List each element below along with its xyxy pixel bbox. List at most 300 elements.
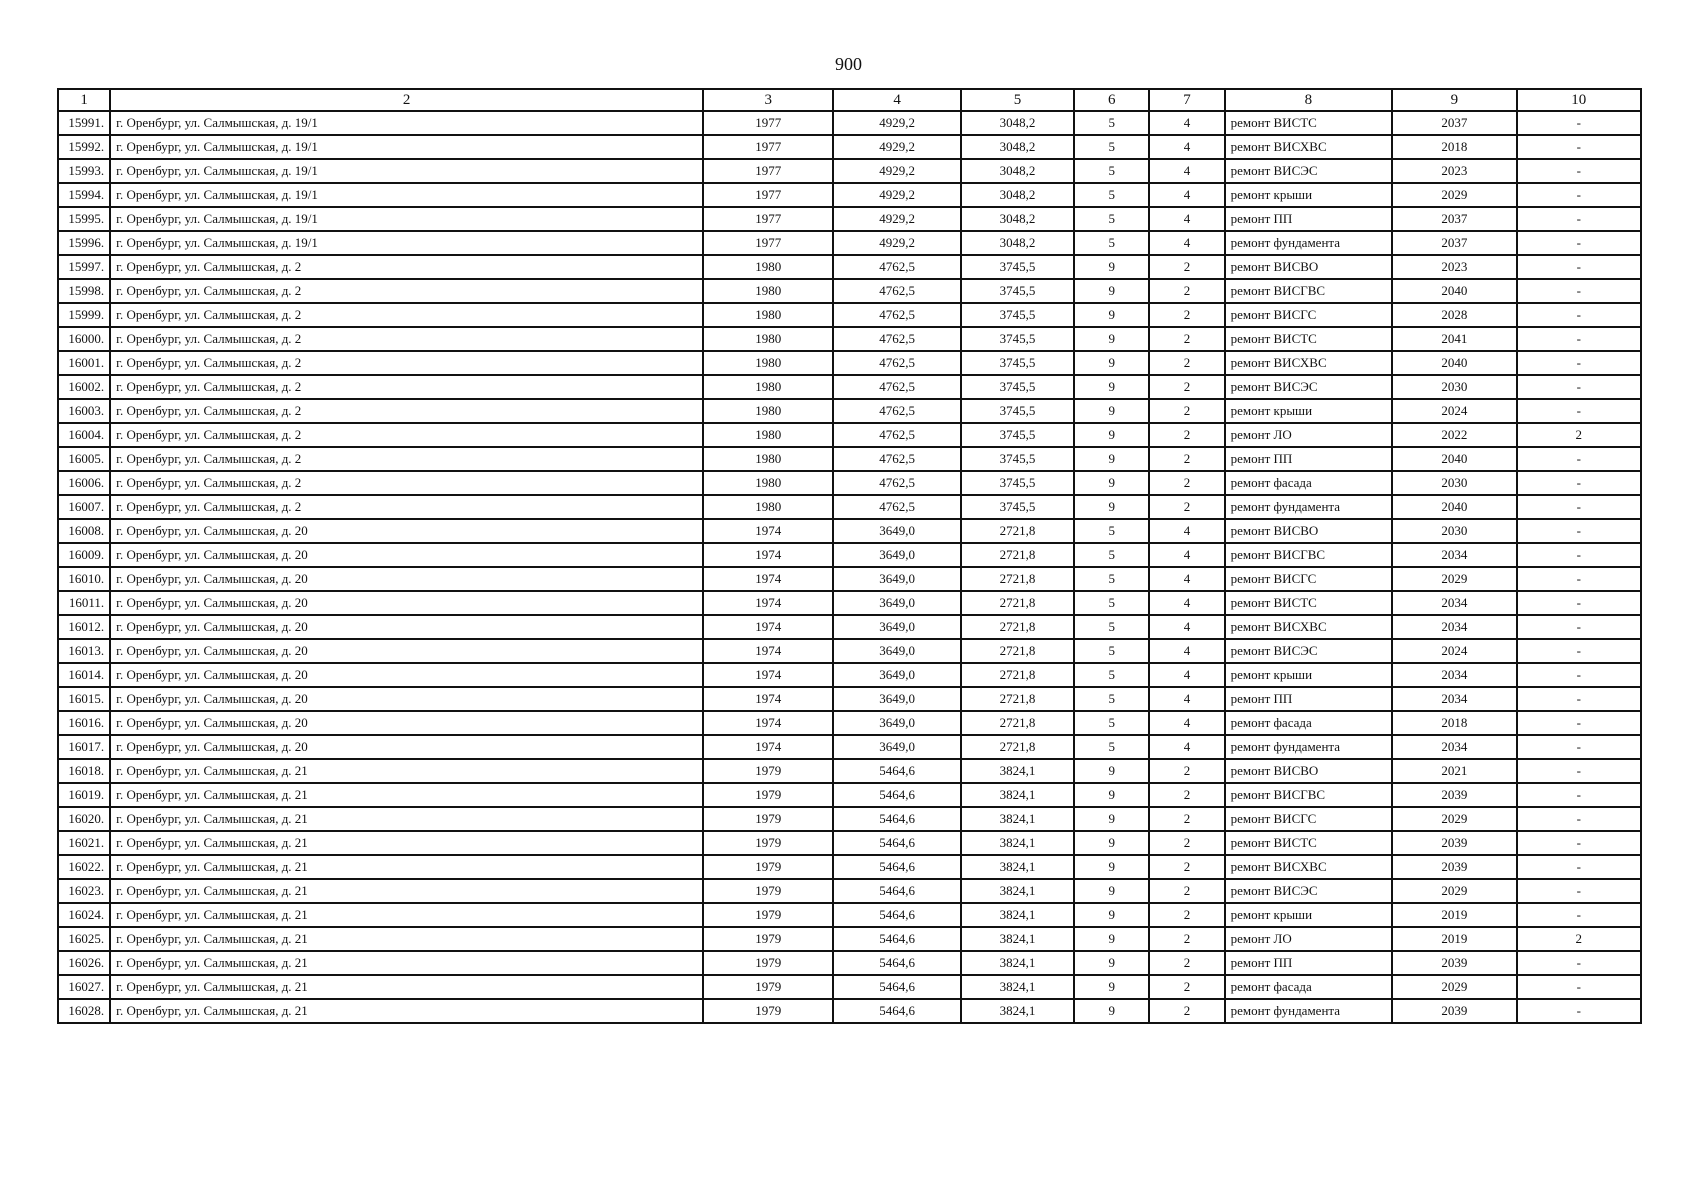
- work-type-cell: ремонт крыши: [1225, 399, 1393, 423]
- repair-schedule-table: [57, 88, 1642, 1024]
- entrances-cell: 4: [1149, 591, 1224, 615]
- row-number-cell: 15999.: [58, 303, 110, 327]
- work-type-cell: ремонт фундамента: [1225, 495, 1393, 519]
- total-area-cell: 3649,0: [833, 543, 960, 567]
- living-area-cell: 3745,5: [961, 471, 1074, 495]
- total-area-cell: 3649,0: [833, 687, 960, 711]
- total-area-cell: 5464,6: [833, 951, 960, 975]
- entrances-cell: 2: [1149, 399, 1224, 423]
- table-row: [58, 423, 1641, 447]
- floors-cell: 9: [1074, 855, 1149, 879]
- address-cell: г. Оренбург, ул. Салмышская, д. 2: [110, 375, 703, 399]
- planned-year-cell: 2039: [1392, 783, 1516, 807]
- floors-cell: 5: [1074, 687, 1149, 711]
- planned-year-cell: 2040: [1392, 447, 1516, 471]
- entrances-cell: 2: [1149, 495, 1224, 519]
- floors-cell: 9: [1074, 471, 1149, 495]
- floors-cell: 9: [1074, 327, 1149, 351]
- total-area-cell: 5464,6: [833, 855, 960, 879]
- address-cell: г. Оренбург, ул. Салмышская, д. 2: [110, 399, 703, 423]
- address-cell: г. Оренбург, ул. Салмышская, д. 20: [110, 735, 703, 759]
- living-area-cell: 3824,1: [961, 999, 1074, 1023]
- address-cell: г. Оренбург, ул. Салмышская, д. 21: [110, 855, 703, 879]
- address-cell: г. Оренбург, ул. Салмышская, д. 2: [110, 471, 703, 495]
- living-area-cell: 3048,2: [961, 207, 1074, 231]
- year-cell: 1980: [703, 327, 833, 351]
- entrances-cell: 2: [1149, 351, 1224, 375]
- total-area-cell: 3649,0: [833, 591, 960, 615]
- total-area-cell: 4929,2: [833, 111, 960, 135]
- total-area-cell: 5464,6: [833, 831, 960, 855]
- table-row: [58, 543, 1641, 567]
- year-cell: 1979: [703, 783, 833, 807]
- planned-year-cell: 2040: [1392, 351, 1516, 375]
- work-type-cell: ремонт ВИСГС: [1225, 567, 1393, 591]
- floors-cell: 5: [1074, 591, 1149, 615]
- column-10-cell: -: [1517, 111, 1641, 135]
- table-row: [58, 783, 1641, 807]
- planned-year-cell: 2039: [1392, 855, 1516, 879]
- work-type-cell: ремонт ЛО: [1225, 423, 1393, 447]
- work-type-cell: ремонт ВИСЭС: [1225, 159, 1393, 183]
- living-area-cell: 3824,1: [961, 855, 1074, 879]
- floors-cell: 5: [1074, 183, 1149, 207]
- work-type-cell: ремонт ВИСЭС: [1225, 879, 1393, 903]
- year-cell: 1980: [703, 399, 833, 423]
- floors-cell: 5: [1074, 663, 1149, 687]
- year-cell: 1977: [703, 159, 833, 183]
- column-10-cell: -: [1517, 639, 1641, 663]
- table-row: [58, 471, 1641, 495]
- floors-cell: 9: [1074, 495, 1149, 519]
- total-area-cell: 4762,5: [833, 279, 960, 303]
- year-cell: 1979: [703, 855, 833, 879]
- floors-cell: 9: [1074, 783, 1149, 807]
- address-cell: г. Оренбург, ул. Салмышская, д. 19/1: [110, 135, 703, 159]
- total-area-cell: 5464,6: [833, 759, 960, 783]
- living-area-cell: 2721,8: [961, 519, 1074, 543]
- work-type-cell: ремонт крыши: [1225, 183, 1393, 207]
- year-cell: 1974: [703, 615, 833, 639]
- row-number-cell: 16006.: [58, 471, 110, 495]
- column-10-cell: -: [1517, 303, 1641, 327]
- planned-year-cell: 2023: [1392, 159, 1516, 183]
- table-row: [58, 639, 1641, 663]
- year-cell: 1977: [703, 231, 833, 255]
- planned-year-cell: 2034: [1392, 663, 1516, 687]
- row-number-cell: 16025.: [58, 927, 110, 951]
- entrances-cell: 2: [1149, 951, 1224, 975]
- entrances-cell: 4: [1149, 543, 1224, 567]
- address-cell: г. Оренбург, ул. Салмышская, д. 19/1: [110, 159, 703, 183]
- planned-year-cell: 2021: [1392, 759, 1516, 783]
- table-row: [58, 183, 1641, 207]
- row-number-cell: 16009.: [58, 543, 110, 567]
- entrances-cell: 4: [1149, 519, 1224, 543]
- year-cell: 1974: [703, 519, 833, 543]
- floors-cell: 5: [1074, 519, 1149, 543]
- planned-year-cell: 2037: [1392, 111, 1516, 135]
- column-10-cell: 2: [1517, 927, 1641, 951]
- address-cell: г. Оренбург, ул. Салмышская, д. 21: [110, 831, 703, 855]
- year-cell: 1974: [703, 735, 833, 759]
- table-row: [58, 159, 1641, 183]
- work-type-cell: ремонт ПП: [1225, 447, 1393, 471]
- planned-year-cell: 2039: [1392, 951, 1516, 975]
- living-area-cell: 3745,5: [961, 423, 1074, 447]
- entrances-cell: 4: [1149, 687, 1224, 711]
- floors-cell: 5: [1074, 711, 1149, 735]
- table-row: [58, 399, 1641, 423]
- column-10-cell: -: [1517, 783, 1641, 807]
- total-area-cell: 4762,5: [833, 447, 960, 471]
- floors-cell: 5: [1074, 207, 1149, 231]
- total-area-cell: 4762,5: [833, 375, 960, 399]
- floors-cell: 9: [1074, 399, 1149, 423]
- address-cell: г. Оренбург, ул. Салмышская, д. 2: [110, 255, 703, 279]
- row-number-cell: 15994.: [58, 183, 110, 207]
- column-header: 10: [1517, 89, 1641, 111]
- work-type-cell: ремонт ПП: [1225, 951, 1393, 975]
- living-area-cell: 3048,2: [961, 231, 1074, 255]
- row-number-cell: 16022.: [58, 855, 110, 879]
- column-header: 4: [833, 89, 960, 111]
- planned-year-cell: 2018: [1392, 135, 1516, 159]
- table-row: [58, 279, 1641, 303]
- row-number-cell: 16010.: [58, 567, 110, 591]
- entrances-cell: 2: [1149, 855, 1224, 879]
- address-cell: г. Оренбург, ул. Салмышская, д. 21: [110, 903, 703, 927]
- table-row: [58, 591, 1641, 615]
- living-area-cell: 3745,5: [961, 351, 1074, 375]
- row-number-cell: 15996.: [58, 231, 110, 255]
- table-row: [58, 375, 1641, 399]
- table-row: [58, 975, 1641, 999]
- table-row: [58, 855, 1641, 879]
- total-area-cell: 4929,2: [833, 135, 960, 159]
- address-cell: г. Оренбург, ул. Салмышская, д. 19/1: [110, 111, 703, 135]
- work-type-cell: ремонт ВИСХВС: [1225, 351, 1393, 375]
- address-cell: г. Оренбург, ул. Салмышская, д. 21: [110, 999, 703, 1023]
- column-10-cell: -: [1517, 495, 1641, 519]
- column-10-cell: -: [1517, 207, 1641, 231]
- work-type-cell: ремонт ВИСГС: [1225, 303, 1393, 327]
- living-area-cell: 3824,1: [961, 759, 1074, 783]
- address-cell: г. Оренбург, ул. Салмышская, д. 20: [110, 663, 703, 687]
- column-10-cell: -: [1517, 375, 1641, 399]
- entrances-cell: 4: [1149, 207, 1224, 231]
- column-10-cell: -: [1517, 735, 1641, 759]
- row-number-cell: 16012.: [58, 615, 110, 639]
- address-cell: г. Оренбург, ул. Салмышская, д. 2: [110, 279, 703, 303]
- table-row: [58, 687, 1641, 711]
- work-type-cell: ремонт ВИСВО: [1225, 519, 1393, 543]
- year-cell: 1974: [703, 687, 833, 711]
- column-header: 3: [703, 89, 833, 111]
- entrances-cell: 4: [1149, 231, 1224, 255]
- total-area-cell: 3649,0: [833, 519, 960, 543]
- column-10-cell: -: [1517, 519, 1641, 543]
- planned-year-cell: 2030: [1392, 519, 1516, 543]
- work-type-cell: ремонт фундамента: [1225, 735, 1393, 759]
- address-cell: г. Оренбург, ул. Салмышская, д. 20: [110, 687, 703, 711]
- floors-cell: 9: [1074, 831, 1149, 855]
- living-area-cell: 2721,8: [961, 735, 1074, 759]
- address-cell: г. Оренбург, ул. Салмышская, д. 21: [110, 783, 703, 807]
- address-cell: г. Оренбург, ул. Салмышская, д. 21: [110, 759, 703, 783]
- floors-cell: 9: [1074, 351, 1149, 375]
- address-cell: г. Оренбург, ул. Салмышская, д. 21: [110, 951, 703, 975]
- column-10-cell: -: [1517, 159, 1641, 183]
- row-number-cell: 16026.: [58, 951, 110, 975]
- table-row: [58, 567, 1641, 591]
- column-10-cell: -: [1517, 711, 1641, 735]
- planned-year-cell: 2034: [1392, 543, 1516, 567]
- column-header: 5: [961, 89, 1074, 111]
- year-cell: 1974: [703, 543, 833, 567]
- total-area-cell: 4762,5: [833, 327, 960, 351]
- header-row: [58, 89, 1641, 111]
- planned-year-cell: 2039: [1392, 831, 1516, 855]
- column-10-cell: -: [1517, 471, 1641, 495]
- column-10-cell: -: [1517, 327, 1641, 351]
- total-area-cell: 4762,5: [833, 351, 960, 375]
- planned-year-cell: 2037: [1392, 231, 1516, 255]
- table-row: [58, 759, 1641, 783]
- column-header: 8: [1225, 89, 1393, 111]
- work-type-cell: ремонт ВИСГС: [1225, 807, 1393, 831]
- row-number-cell: 16011.: [58, 591, 110, 615]
- column-10-cell: -: [1517, 279, 1641, 303]
- planned-year-cell: 2039: [1392, 999, 1516, 1023]
- row-number-cell: 16001.: [58, 351, 110, 375]
- entrances-cell: 4: [1149, 159, 1224, 183]
- entrances-cell: 2: [1149, 975, 1224, 999]
- address-cell: г. Оренбург, ул. Салмышская, д. 2: [110, 495, 703, 519]
- total-area-cell: 3649,0: [833, 735, 960, 759]
- column-header: 6: [1074, 89, 1149, 111]
- column-10-cell: -: [1517, 999, 1641, 1023]
- total-area-cell: 5464,6: [833, 783, 960, 807]
- entrances-cell: 2: [1149, 255, 1224, 279]
- table-row: [58, 231, 1641, 255]
- row-number-cell: 15993.: [58, 159, 110, 183]
- entrances-cell: 2: [1149, 447, 1224, 471]
- work-type-cell: ремонт фасада: [1225, 975, 1393, 999]
- year-cell: 1974: [703, 663, 833, 687]
- year-cell: 1979: [703, 759, 833, 783]
- living-area-cell: 3824,1: [961, 951, 1074, 975]
- year-cell: 1979: [703, 927, 833, 951]
- entrances-cell: 2: [1149, 423, 1224, 447]
- column-10-cell: -: [1517, 951, 1641, 975]
- address-cell: г. Оренбург, ул. Салмышская, д. 21: [110, 879, 703, 903]
- table-row: [58, 495, 1641, 519]
- living-area-cell: 3824,1: [961, 927, 1074, 951]
- total-area-cell: 5464,6: [833, 879, 960, 903]
- column-10-cell: -: [1517, 183, 1641, 207]
- living-area-cell: 2721,8: [961, 711, 1074, 735]
- living-area-cell: 2721,8: [961, 591, 1074, 615]
- floors-cell: 5: [1074, 159, 1149, 183]
- entrances-cell: 2: [1149, 303, 1224, 327]
- work-type-cell: ремонт ПП: [1225, 687, 1393, 711]
- floors-cell: 9: [1074, 759, 1149, 783]
- living-area-cell: 3745,5: [961, 399, 1074, 423]
- entrances-cell: 4: [1149, 135, 1224, 159]
- table-row: [58, 351, 1641, 375]
- address-cell: г. Оренбург, ул. Салмышская, д. 19/1: [110, 231, 703, 255]
- floors-cell: 9: [1074, 447, 1149, 471]
- row-number-cell: 15991.: [58, 111, 110, 135]
- row-number-cell: 16003.: [58, 399, 110, 423]
- column-10-cell: -: [1517, 975, 1641, 999]
- column-10-cell: -: [1517, 399, 1641, 423]
- column-10-cell: -: [1517, 543, 1641, 567]
- year-cell: 1979: [703, 975, 833, 999]
- floors-cell: 5: [1074, 135, 1149, 159]
- year-cell: 1980: [703, 471, 833, 495]
- year-cell: 1980: [703, 255, 833, 279]
- planned-year-cell: 2030: [1392, 471, 1516, 495]
- row-number-cell: 16016.: [58, 711, 110, 735]
- floors-cell: 9: [1074, 975, 1149, 999]
- floors-cell: 5: [1074, 615, 1149, 639]
- work-type-cell: ремонт ВИСХВС: [1225, 615, 1393, 639]
- column-10-cell: -: [1517, 615, 1641, 639]
- living-area-cell: 3824,1: [961, 879, 1074, 903]
- entrances-cell: 4: [1149, 183, 1224, 207]
- row-number-cell: 16015.: [58, 687, 110, 711]
- row-number-cell: 15995.: [58, 207, 110, 231]
- row-number-cell: 16020.: [58, 807, 110, 831]
- table-row: [58, 615, 1641, 639]
- entrances-cell: 2: [1149, 783, 1224, 807]
- entrances-cell: 4: [1149, 615, 1224, 639]
- row-number-cell: 16008.: [58, 519, 110, 543]
- entrances-cell: 2: [1149, 471, 1224, 495]
- floors-cell: 9: [1074, 303, 1149, 327]
- total-area-cell: 3649,0: [833, 663, 960, 687]
- total-area-cell: 4762,5: [833, 471, 960, 495]
- planned-year-cell: 2028: [1392, 303, 1516, 327]
- total-area-cell: 5464,6: [833, 903, 960, 927]
- total-area-cell: 4929,2: [833, 207, 960, 231]
- work-type-cell: ремонт ВИСХВС: [1225, 135, 1393, 159]
- row-number-cell: 15992.: [58, 135, 110, 159]
- floors-cell: 9: [1074, 927, 1149, 951]
- table-row: [58, 519, 1641, 543]
- year-cell: 1980: [703, 495, 833, 519]
- total-area-cell: 4929,2: [833, 159, 960, 183]
- work-type-cell: ремонт ПП: [1225, 207, 1393, 231]
- living-area-cell: 3745,5: [961, 447, 1074, 471]
- entrances-cell: 4: [1149, 663, 1224, 687]
- planned-year-cell: 2018: [1392, 711, 1516, 735]
- total-area-cell: 5464,6: [833, 999, 960, 1023]
- entrances-cell: 4: [1149, 711, 1224, 735]
- planned-year-cell: 2030: [1392, 375, 1516, 399]
- address-cell: г. Оренбург, ул. Салмышская, д. 2: [110, 327, 703, 351]
- year-cell: 1974: [703, 639, 833, 663]
- floors-cell: 9: [1074, 999, 1149, 1023]
- table-row: [58, 831, 1641, 855]
- floors-cell: 9: [1074, 879, 1149, 903]
- total-area-cell: 4762,5: [833, 303, 960, 327]
- year-cell: 1979: [703, 999, 833, 1023]
- table-row: [58, 303, 1641, 327]
- entrances-cell: 4: [1149, 735, 1224, 759]
- living-area-cell: 2721,8: [961, 639, 1074, 663]
- floors-cell: 5: [1074, 231, 1149, 255]
- floors-cell: 9: [1074, 951, 1149, 975]
- table-row: [58, 327, 1641, 351]
- work-type-cell: ремонт ВИСВО: [1225, 759, 1393, 783]
- row-number-cell: 16017.: [58, 735, 110, 759]
- total-area-cell: 4762,5: [833, 423, 960, 447]
- table-row: [58, 999, 1641, 1023]
- table-row: [58, 711, 1641, 735]
- planned-year-cell: 2037: [1392, 207, 1516, 231]
- floors-cell: 5: [1074, 543, 1149, 567]
- living-area-cell: 3745,5: [961, 327, 1074, 351]
- planned-year-cell: 2022: [1392, 423, 1516, 447]
- living-area-cell: 3745,5: [961, 375, 1074, 399]
- floors-cell: 5: [1074, 567, 1149, 591]
- living-area-cell: 3745,5: [961, 255, 1074, 279]
- total-area-cell: 4762,5: [833, 495, 960, 519]
- floors-cell: 9: [1074, 423, 1149, 447]
- year-cell: 1980: [703, 303, 833, 327]
- year-cell: 1980: [703, 279, 833, 303]
- total-area-cell: 3649,0: [833, 567, 960, 591]
- row-number-cell: 16004.: [58, 423, 110, 447]
- column-10-cell: -: [1517, 831, 1641, 855]
- entrances-cell: 2: [1149, 903, 1224, 927]
- row-number-cell: 16005.: [58, 447, 110, 471]
- column-10-cell: -: [1517, 903, 1641, 927]
- page-number: 900: [835, 54, 862, 74]
- living-area-cell: 3745,5: [961, 279, 1074, 303]
- row-number-cell: 16000.: [58, 327, 110, 351]
- entrances-cell: 4: [1149, 639, 1224, 663]
- living-area-cell: 3745,5: [961, 495, 1074, 519]
- column-10-cell: -: [1517, 759, 1641, 783]
- total-area-cell: 3649,0: [833, 615, 960, 639]
- address-cell: г. Оренбург, ул. Салмышская, д. 2: [110, 447, 703, 471]
- work-type-cell: ремонт фасада: [1225, 471, 1393, 495]
- work-type-cell: ремонт ВИСВО: [1225, 255, 1393, 279]
- column-10-cell: -: [1517, 879, 1641, 903]
- work-type-cell: ремонт ВИСТС: [1225, 831, 1393, 855]
- column-10-cell: -: [1517, 135, 1641, 159]
- living-area-cell: 2721,8: [961, 543, 1074, 567]
- living-area-cell: 3048,2: [961, 135, 1074, 159]
- floors-cell: 9: [1074, 807, 1149, 831]
- column-header: 9: [1392, 89, 1516, 111]
- table-row: [58, 951, 1641, 975]
- planned-year-cell: 2029: [1392, 975, 1516, 999]
- year-cell: 1974: [703, 591, 833, 615]
- work-type-cell: ремонт ВИСГВС: [1225, 543, 1393, 567]
- table-row: [58, 663, 1641, 687]
- year-cell: 1977: [703, 207, 833, 231]
- work-type-cell: ремонт ВИСХВС: [1225, 855, 1393, 879]
- table-row: [58, 807, 1641, 831]
- floors-cell: 9: [1074, 279, 1149, 303]
- year-cell: 1980: [703, 447, 833, 471]
- planned-year-cell: 2029: [1392, 183, 1516, 207]
